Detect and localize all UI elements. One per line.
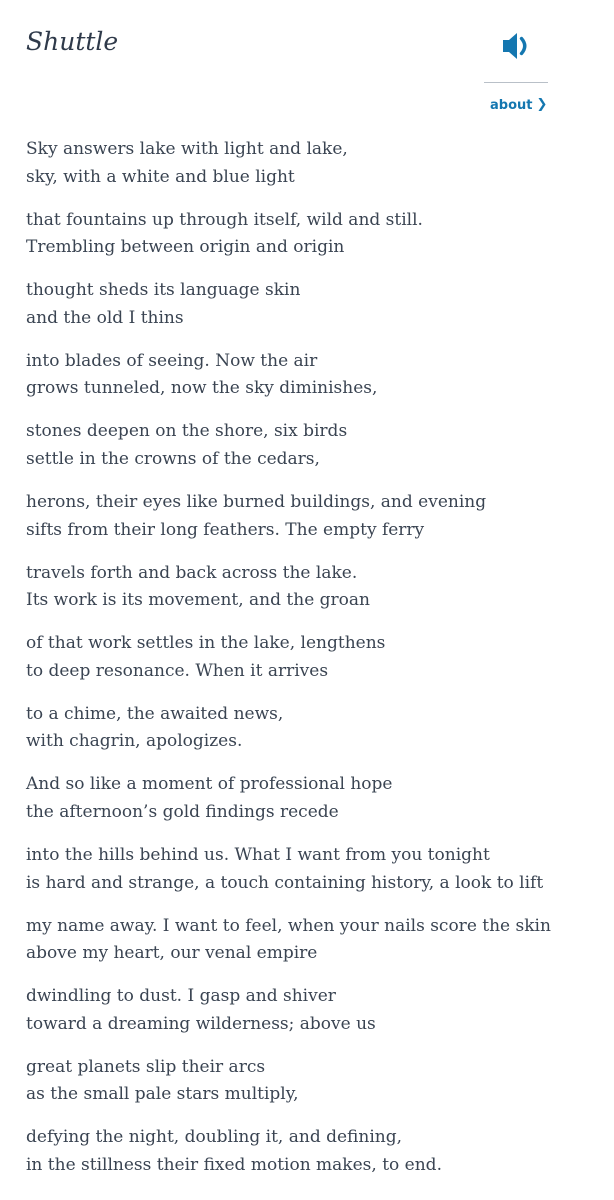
- about-label: about: [490, 98, 533, 113]
- stanza: [26, 560, 606, 615]
- chevron-right-icon: ❯: [536, 97, 548, 112]
- poem-line: into the hills behind us. What I want from you tonight: [26, 844, 490, 865]
- stanza: [26, 842, 606, 897]
- poem-line: my name away. I want to feel, when your nails score the skin: [26, 915, 551, 936]
- poem-line: herons, their eyes like burned buildings, and evening: [26, 491, 487, 512]
- poem-line: is hard and strange, a touch containing history, a look to lift: [26, 872, 544, 893]
- stanza: [26, 277, 606, 332]
- stanza: [26, 418, 606, 473]
- stanza: [26, 207, 606, 262]
- poem-line: great planets slip their arcs: [26, 1056, 266, 1077]
- poem-line: thought sheds its language skin: [26, 280, 301, 301]
- divider: [484, 82, 548, 83]
- poem-line: And so like a moment of professional hope: [26, 774, 393, 795]
- poem-line: in the stillness their fixed motion makes, to end.: [26, 1155, 442, 1176]
- poem-line: Its work is its movement, and the groan: [26, 590, 370, 611]
- poem-line: the afternoon’s gold findings recede: [26, 802, 339, 823]
- stanza: [26, 489, 606, 544]
- speaker-icon: [498, 28, 534, 64]
- stanza: [26, 348, 606, 403]
- poem-line: to a chime, the awaited news,: [26, 703, 284, 724]
- poem-line: dwindling to dust. I gasp and shiver: [26, 986, 336, 1007]
- poem-line: Sky answers lake with light and lake,: [26, 139, 348, 159]
- stanza: [26, 1054, 606, 1109]
- poem-line: grows tunneled, now the sky diminishes,: [26, 378, 378, 399]
- poem-line: into blades of seeing. Now the air: [26, 350, 318, 371]
- poem-line: defying the night, doubling it, and defining,: [26, 1127, 403, 1148]
- stanza: [26, 136, 606, 191]
- poem-line: that fountains up through itself, wild and still.: [26, 209, 423, 230]
- about-link[interactable]: [490, 96, 547, 116]
- poem-line: as the small pale stars multiply,: [26, 1084, 299, 1105]
- poem-line: Trembling between origin and origin: [26, 237, 345, 258]
- stanza: [26, 983, 606, 1038]
- poem-line: settle in the crowns of the cedars,: [26, 449, 320, 470]
- poem-line: sifts from their long feathers. The empty ferry: [26, 519, 425, 540]
- poem-line: stones deepen on the shore, six birds: [26, 421, 348, 442]
- poem-body: [26, 136, 606, 1195]
- audio-button[interactable]: [498, 28, 534, 64]
- poem-line: travels forth and back across the lake.: [26, 562, 358, 583]
- stanza: [26, 630, 606, 685]
- stanza: [26, 913, 606, 968]
- stanza: [26, 1124, 606, 1179]
- poem-line: toward a dreaming wilderness; above us: [26, 1013, 376, 1034]
- poem-line: sky, with a white and blue light: [26, 166, 295, 187]
- poem-line: and the old I thins: [26, 307, 184, 328]
- poem-line: of that work settles in the lake, lengthens: [26, 633, 386, 654]
- page-title: Shuttle: [26, 27, 119, 56]
- poem-line: with chagrin, apologizes.: [26, 731, 243, 752]
- poem-line: above my heart, our venal empire: [26, 943, 318, 964]
- poem-line: to deep resonance. When it arrives: [26, 660, 329, 681]
- stanza: [26, 701, 606, 756]
- stanza: [26, 771, 606, 826]
